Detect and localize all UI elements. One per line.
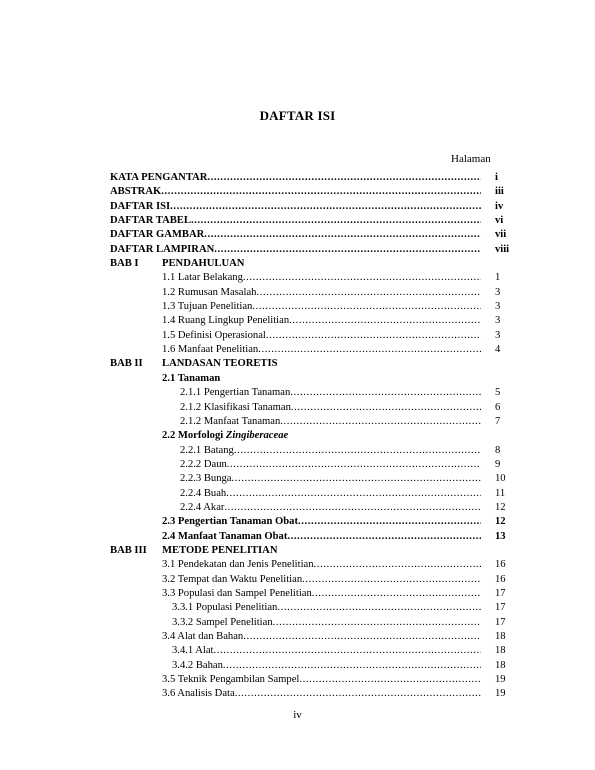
toc-entry[interactable] [0,644,595,658]
toc-entry-title: 2.2.4 Akar [180,501,225,513]
toc-entry[interactable] [0,228,595,242]
toc-entry-title: DAFTAR ISI [110,200,171,212]
dot-leader [243,271,481,285]
toc-entry-title: 3.5 Teknik Pengambilan Sampel [162,674,300,686]
dot-leader [224,501,481,515]
toc-entry-title: 2.1 Tanaman [162,372,221,384]
toc-entry-title: 3.3 Populasi dan Sampel Penelitian [162,587,312,599]
toc-page-number: vi [495,215,504,227]
toc-entry-title: LANDASAN TEORETIS [162,358,278,370]
toc-page-number: 18 [495,645,506,657]
toc-entry-title: 3.4.2 Bahan [172,659,223,671]
dot-leader [223,659,481,673]
toc-entry-title: 1.5 Definisi Operasional [162,329,266,341]
toc-page-number: 3 [495,286,501,298]
dot-leader [302,573,481,587]
chapter-code: BAB III [110,544,147,556]
toc-entry-title: 1.1 Latar Belakang [162,272,243,284]
toc-entry[interactable] [0,530,595,544]
toc-entry[interactable] [0,257,595,271]
toc-entry[interactable] [0,458,595,472]
toc-page-number: 19 [495,674,506,686]
toc-page-number: 5 [495,387,501,399]
toc-entry-title: DAFTAR GAMBAR [110,229,205,241]
toc-entry[interactable] [0,487,595,501]
toc-entry-title: 2.2 Morfologi Zingiberaceae [162,430,289,442]
toc-entry[interactable] [0,501,595,515]
dot-leader [256,286,481,300]
dot-leader [299,673,481,687]
footer-page-number: iv [293,709,302,721]
toc-entry[interactable] [0,271,595,285]
dot-leader [266,329,481,343]
toc-page-number: i [495,172,498,183]
toc-entry[interactable] [0,515,595,529]
toc-page-number: 11 [495,487,506,499]
toc-page-number: 1 [495,272,501,284]
toc-page-number: 18 [495,659,506,671]
toc-entry[interactable] [0,472,595,486]
toc-entry[interactable] [0,558,595,572]
toc-page-number: 8 [495,444,501,456]
chapter-code: BAB II [110,358,143,370]
toc-entry-title: 1.6 Manfaat Penelitian [162,344,259,356]
dot-leader [161,185,481,199]
toc-entry-title: METODE PENELITIAN [162,544,278,556]
toc-entry-title: 3.4.1 Alat [172,645,214,657]
toc-entry-title: 1.2 Rumusan Masalah [162,286,257,298]
toc-page-number: 17 [495,602,506,614]
toc-entry[interactable] [0,444,595,458]
dot-leader [280,415,481,429]
toc-entry[interactable] [0,544,595,558]
toc-page-number: 4 [495,344,501,356]
dot-leader [314,558,481,572]
toc-entry-title: 2.4 Manfaat Tanaman Obat [162,530,288,542]
dot-leader [226,487,481,501]
toc-page-number: 7 [495,415,501,427]
toc-page-number: 12 [495,501,506,513]
toc-entry[interactable] [0,214,595,228]
toc-entry-title: 2.1.2 Manfaat Tanaman [180,415,281,427]
toc-page-number: 16 [495,573,506,585]
toc-entry[interactable] [0,659,595,673]
toc-entry[interactable] [0,401,595,415]
dot-leader [252,300,481,314]
toc-entry-title: DAFTAR TABEL [110,215,191,227]
toc-entry[interactable] [0,587,595,601]
toc-entry-title: 2.1.1 Pengertian Tanaman [180,387,291,399]
toc-entry-title: 3.1 Pendekatan dan Jenis Penelitian [162,559,314,571]
toc-entry[interactable] [0,573,595,587]
dot-leader [298,515,481,529]
toc-entry[interactable] [0,687,595,701]
dot-leader [204,228,481,242]
toc-page-number: 6 [495,401,501,413]
toc-entry-title: 2.3 Pengertian Tanaman Obat [162,516,298,528]
toc-page-number: 3 [495,301,501,313]
toc-entry[interactable] [0,372,595,386]
toc-page-number: 13 [495,530,506,542]
toc-entry[interactable] [0,243,595,257]
toc-entry-title: 2.2.2 Daun [180,458,227,470]
toc-entry-title: KATA PENGANTAR [110,172,208,183]
toc-entry-title: 3.4 Alat dan Bahan [162,631,244,642]
toc-page-number: 10 [495,473,506,485]
dot-leader [234,444,481,458]
toc-entry-title: 2.2.4 Buah [180,487,227,499]
toc-entry[interactable] [0,616,595,630]
toc-page-number: 19 [495,688,506,700]
dot-leader [287,530,481,544]
toc-page-number: 18 [495,631,506,642]
toc-entry[interactable] [0,314,595,328]
toc-page-number: 3 [495,315,501,327]
dot-leader [291,401,481,415]
toc-page-number: 16 [495,559,506,571]
toc-entry[interactable] [0,386,595,400]
toc-entry-title: PENDAHULUAN [162,258,245,270]
toc-page-number: 17 [495,587,506,599]
toc-page-number: iv [495,200,504,212]
toc-entry-title: 2.1.2 Klasifikasi Tanaman [180,401,291,413]
toc-entry[interactable] [0,415,595,429]
toc-page-number: viii [495,243,510,255]
toc-page-number: vii [495,229,507,241]
table-of-contents [0,171,595,702]
dot-leader [214,644,482,658]
dot-leader [290,386,481,400]
dot-leader [273,616,481,630]
dot-leader [277,601,481,615]
toc-entry[interactable] [0,601,595,615]
dot-leader [170,200,481,214]
toc-entry-title: 3.6 Analisis Data [162,688,235,700]
dot-leader [243,630,481,644]
toc-entry[interactable] [0,673,595,687]
dot-leader [232,472,482,486]
toc-entry[interactable] [0,343,595,357]
dot-leader [289,314,481,328]
toc-page-number: 12 [495,516,506,528]
page-title: DAFTAR ISI [259,108,336,123]
toc-entry[interactable] [0,286,595,300]
toc-entry-title: ABSTRAK [110,186,162,198]
page-column-label: Halaman [451,153,491,165]
toc-entry[interactable] [0,300,595,314]
dot-leader [227,458,481,472]
toc-entry[interactable] [0,329,595,343]
toc-page-number: 3 [495,329,501,341]
toc-entry-title: 3.2 Tempat dan Waktu Penelitian [162,573,303,585]
toc-page-number: 17 [495,616,506,628]
toc-page-number: 9 [495,458,501,470]
dot-leader [258,343,481,357]
toc-page-number: iii [495,186,504,198]
toc-entry-title: 2.2.1 Batang [180,444,234,456]
toc-entry-title: 2.2.3 Bunga [180,473,232,485]
toc-entry[interactable] [0,171,595,185]
dot-leader [207,171,481,185]
toc-entry[interactable] [0,429,595,443]
toc-entry-title: 1.4 Ruang Lingkup Penelitian [162,315,290,327]
toc-entry-title: DAFTAR LAMPIRAN [110,243,215,255]
toc-entry[interactable] [0,630,595,644]
toc-entry-title: 3.3.1 Populasi Penelitian [172,602,278,614]
toc-entry[interactable] [0,357,595,371]
toc-entry-title: 3.3.2 Sampel Penelitian [172,616,273,628]
toc-entry-title: 1.3 Tujuan Penelitian [162,301,253,313]
dot-leader [191,214,481,228]
dot-leader [214,243,481,257]
dot-leader [235,687,481,701]
toc-entry[interactable] [0,185,595,199]
chapter-code: BAB I [110,258,139,270]
dot-leader [312,587,481,601]
toc-entry[interactable] [0,200,595,214]
